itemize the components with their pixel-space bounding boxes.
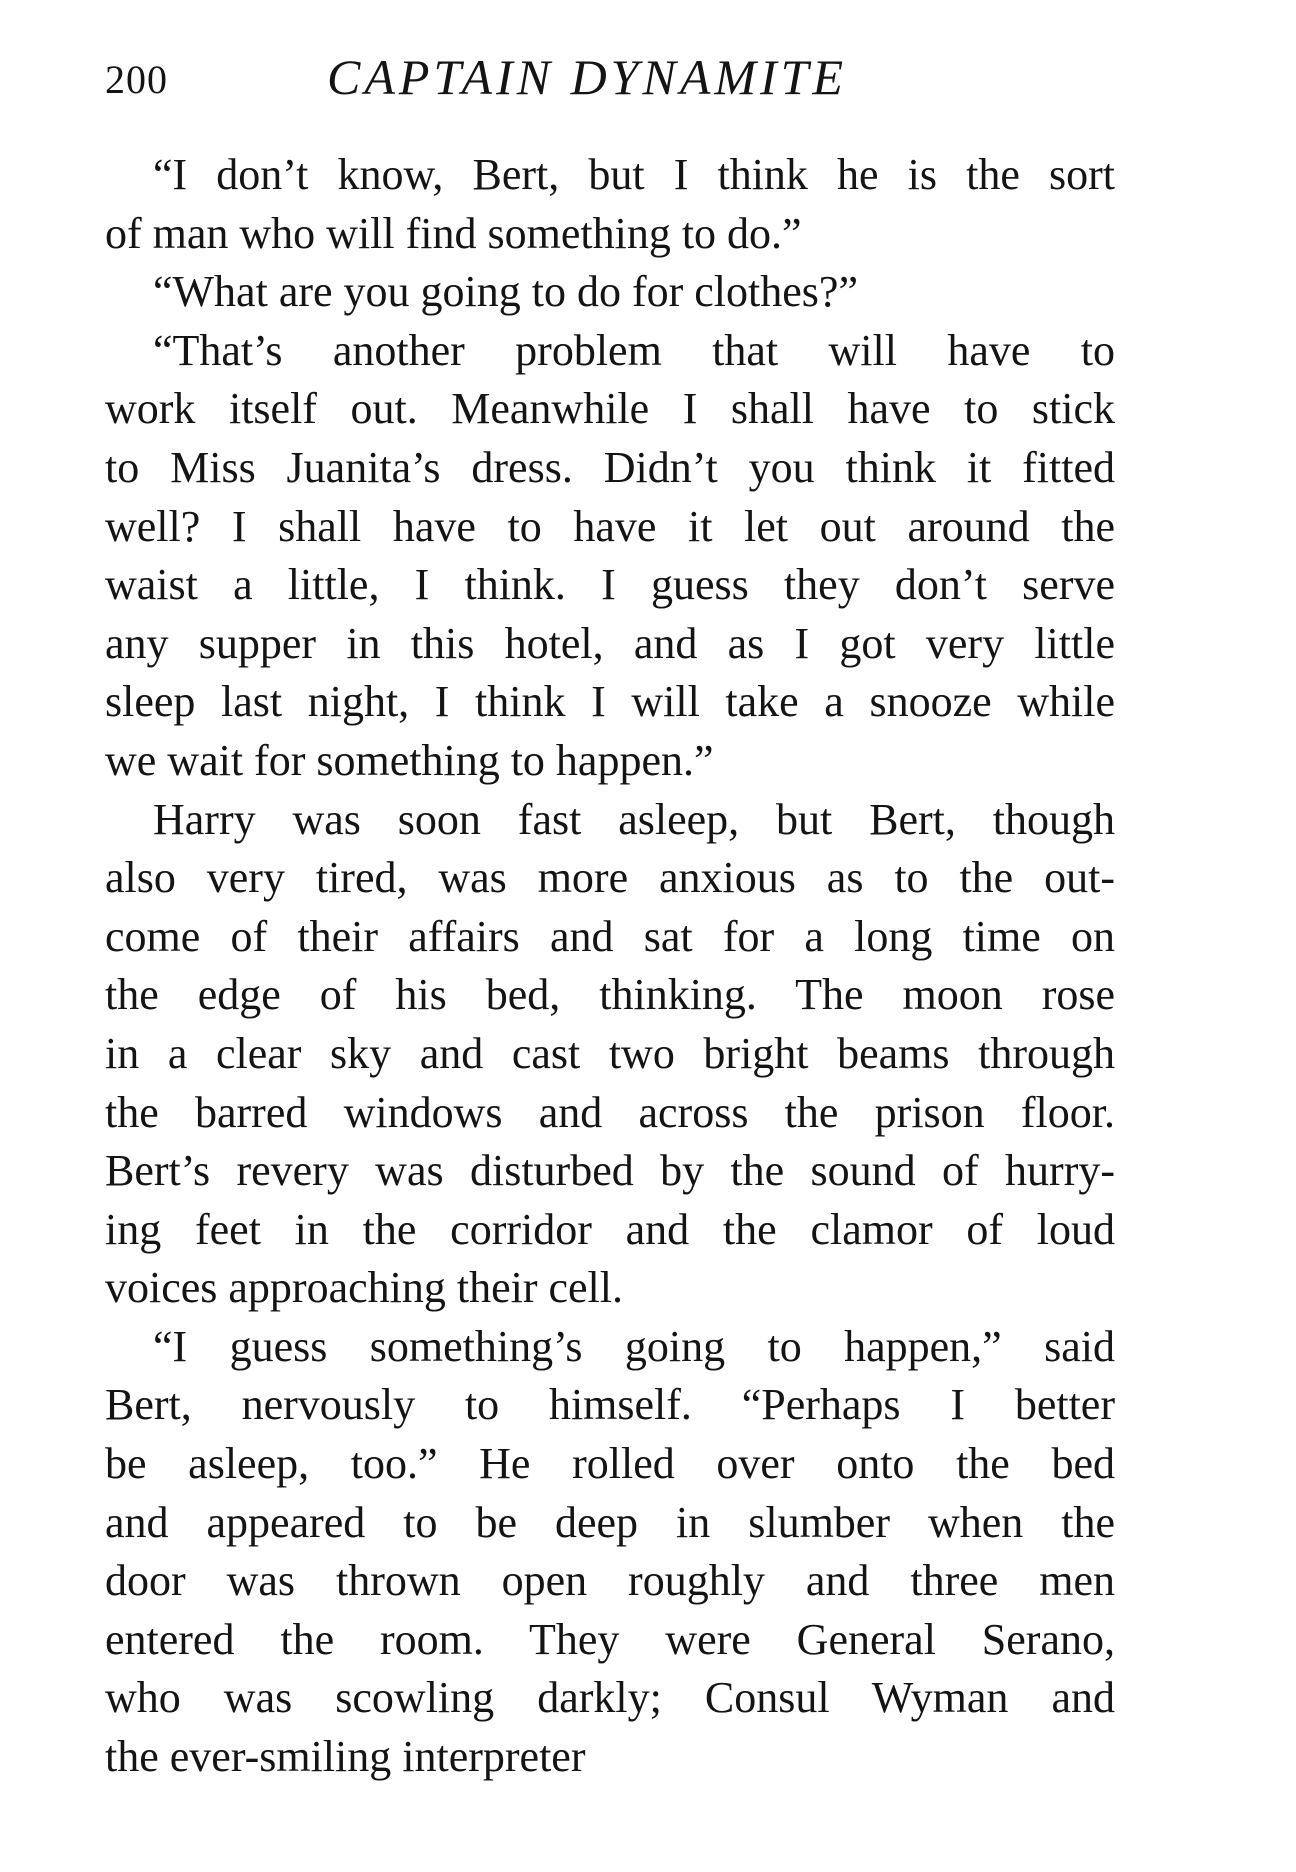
- text-line: also very tired, was more anxious as to the out-: [105, 853, 1115, 903]
- text-line: of man who will find something to do.”: [105, 208, 802, 258]
- text-line: work itself out. Meanwhile I shall have to stick: [105, 384, 1115, 434]
- text-line: ing feet in the corridor and the clamor of loud: [105, 1204, 1115, 1254]
- text-line: the barred windows and across the prison floor.: [105, 1087, 1115, 1137]
- text-line: voices approaching their cell.: [105, 1263, 624, 1313]
- book-title: CAPTAIN DYNAMITE: [327, 49, 848, 105]
- text-line: be asleep, too.” He rolled over onto the bed: [105, 1439, 1115, 1489]
- text-line: the edge of his bed, thinking. The moon rose: [105, 970, 1115, 1020]
- text-line: and appeared to be deep in slumber when the: [105, 1497, 1115, 1547]
- text-line: “That’s another problem that will have to: [153, 325, 1115, 375]
- text-line: sleep last night, I think I will take a snooze while: [105, 677, 1115, 727]
- text-line: any supper in this hotel, and as I got very little: [105, 618, 1115, 668]
- text-line: Bert, nervously to himself. “Perhaps I better: [105, 1380, 1115, 1430]
- text-line: “I don’t know, Bert, but I think he is the sort: [153, 150, 1115, 199]
- text-line: we wait for something to happen.”: [105, 735, 714, 785]
- running-head: [105, 48, 1115, 118]
- text-line: the ever-smiling interpreter: [105, 1732, 586, 1782]
- text-line: to Miss Juanita’s dress. Didn’t you think it fitted: [105, 442, 1115, 492]
- text-line: who was scowling darkly; Consul Wyman and: [105, 1673, 1115, 1723]
- text-line: in a clear sky and cast two bright beams through: [105, 1028, 1115, 1078]
- text-line: “What are you going to do for clothes?”: [153, 267, 858, 317]
- text-line: entered the room. They were General Serano,: [105, 1614, 1115, 1664]
- text-line: Bert’s revery was disturbed by the sound of hurry-: [105, 1146, 1115, 1196]
- text-line: Harry was soon fast asleep, but Bert, though: [153, 794, 1115, 844]
- text-line: come of their affairs and sat for a long time on: [105, 911, 1115, 961]
- text-line: “I guess something’s going to happen,” said: [153, 1321, 1115, 1371]
- text-line: door was thrown open roughly and three men: [105, 1556, 1115, 1606]
- page-number: 200: [105, 57, 168, 102]
- text-line: well? I shall have to have it let out around the: [105, 501, 1115, 551]
- body-text: [105, 146, 1115, 1787]
- text-line: waist a little, I think. I guess they don’t serve: [105, 560, 1115, 610]
